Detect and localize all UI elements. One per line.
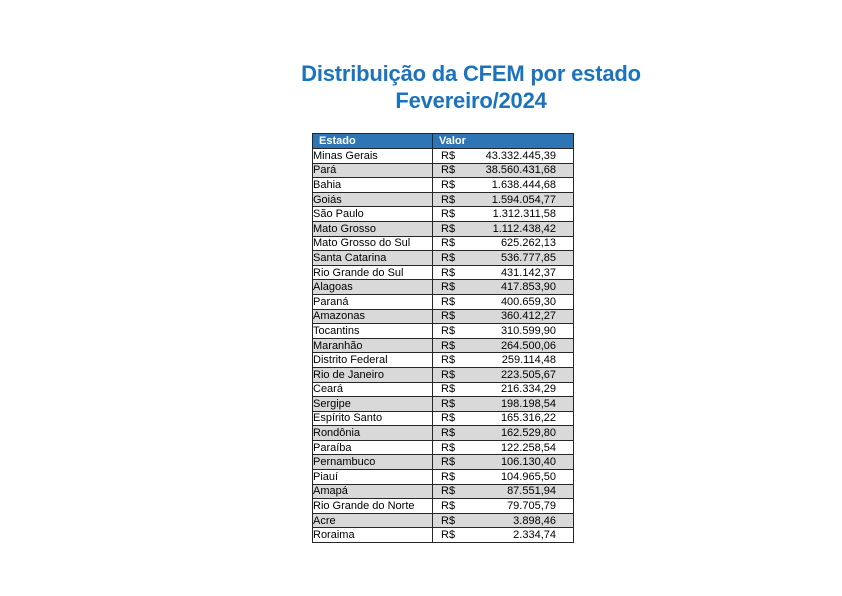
table-row (313, 251, 574, 266)
valor-amount: 536.777,85 (500, 251, 556, 264)
valor-amount: 3.898,46 (513, 514, 556, 527)
estado-cell: Paraná (313, 294, 433, 309)
valor-amount: 431.142,37 (500, 266, 556, 279)
valor-amount: 1.594.054,77 (491, 193, 556, 206)
currency-symbol: R$ (441, 354, 456, 367)
valor-amount: 400.659,30 (500, 295, 556, 308)
valor-amount: 122.258,54 (500, 441, 556, 454)
table-row (313, 309, 574, 324)
estado-cell: Goiás (313, 192, 433, 207)
valor-inner (433, 252, 573, 264)
valor-amount: 38.560.431,68 (485, 164, 556, 177)
estado-cell: Rio de Janeiro (313, 367, 433, 382)
currency-symbol: R$ (441, 368, 456, 381)
currency-symbol: R$ (441, 441, 456, 454)
valor-cell (433, 411, 574, 426)
estado-cell: Bahia (313, 178, 433, 193)
estado-cell: Ceará (313, 382, 433, 397)
valor-inner (433, 223, 573, 235)
table-row (313, 324, 574, 339)
currency-symbol: R$ (441, 208, 456, 221)
table-row (313, 513, 574, 528)
valor-amount: 310.599,90 (500, 324, 556, 337)
valor-inner (433, 515, 573, 527)
table-row (313, 484, 574, 499)
valor-amount: 1.112.438,42 (492, 222, 556, 235)
valor-cell (433, 440, 574, 455)
valor-inner (433, 369, 573, 381)
table-row (313, 440, 574, 455)
table-row (313, 294, 574, 309)
table-header-row (313, 134, 574, 149)
table-row (313, 149, 574, 164)
valor-cell (433, 382, 574, 397)
table-row (313, 397, 574, 412)
estado-cell: Pará (313, 163, 433, 178)
currency-symbol: R$ (441, 514, 456, 527)
estado-cell: Minas Gerais (313, 149, 433, 164)
table-row (313, 470, 574, 485)
valor-inner (433, 150, 573, 162)
estado-cell: Rio Grande do Sul (313, 265, 433, 280)
estado-cell: Amapá (313, 484, 433, 499)
table-row (313, 221, 574, 236)
currency-symbol: R$ (441, 427, 456, 440)
valor-cell (433, 513, 574, 528)
currency-symbol: R$ (441, 149, 456, 162)
valor-cell (433, 324, 574, 339)
valor-cell (433, 236, 574, 251)
currency-symbol: R$ (441, 485, 456, 498)
table-row (313, 280, 574, 295)
valor-inner (433, 310, 573, 322)
valor-inner (433, 471, 573, 483)
valor-cell (433, 207, 574, 222)
cfem-table (312, 133, 574, 543)
valor-amount: 1.312.311,58 (492, 208, 556, 221)
estado-cell: Rondônia (313, 426, 433, 441)
valor-amount: 2.334,74 (513, 529, 556, 542)
report-title-line1: Distribuição da CFEM por estado (301, 61, 641, 86)
report-title-line2: Fevereiro/2024 (395, 88, 547, 113)
valor-amount: 360.412,27 (500, 310, 556, 323)
estado-cell: Paraíba (313, 440, 433, 455)
valor-inner (433, 354, 573, 366)
valor-amount: 216.334,29 (500, 383, 556, 396)
valor-amount: 165.316,22 (500, 412, 556, 425)
valor-amount: 264.500,06 (500, 339, 556, 352)
report-title (230, 60, 712, 114)
valor-amount: 223.505,67 (500, 368, 556, 381)
valor-amount: 417.853,90 (500, 281, 556, 294)
valor-inner (433, 296, 573, 308)
estado-column-header: Estado (313, 134, 433, 149)
estado-cell: Rio Grande do Norte (313, 499, 433, 514)
valor-amount: 198.198,54 (500, 397, 556, 410)
currency-symbol: R$ (441, 500, 456, 513)
valor-cell (433, 484, 574, 499)
currency-symbol: R$ (441, 383, 456, 396)
valor-cell (433, 338, 574, 353)
estado-cell: Espírito Santo (313, 411, 433, 426)
currency-symbol: R$ (441, 222, 456, 235)
estado-cell: Tocantins (313, 324, 433, 339)
valor-amount: 79.705,79 (507, 500, 556, 513)
estado-cell: Pernambuco (313, 455, 433, 470)
valor-inner (433, 398, 573, 410)
valor-inner (433, 237, 573, 249)
valor-inner (433, 456, 573, 468)
valor-inner (433, 325, 573, 337)
valor-column-header: Valor (433, 134, 574, 149)
estado-cell: Mato Grosso (313, 221, 433, 236)
valor-inner (433, 442, 573, 454)
table-row (313, 499, 574, 514)
valor-cell (433, 470, 574, 485)
valor-cell (433, 397, 574, 412)
table-row (313, 207, 574, 222)
estado-cell: Acre (313, 513, 433, 528)
valor-cell (433, 251, 574, 266)
valor-cell (433, 367, 574, 382)
valor-inner (433, 383, 573, 395)
table-row (313, 382, 574, 397)
valor-inner (433, 485, 573, 497)
valor-cell (433, 528, 574, 543)
valor-cell (433, 178, 574, 193)
table-row (313, 265, 574, 280)
table-row (313, 411, 574, 426)
table-row (313, 192, 574, 207)
valor-amount: 625.262,13 (500, 237, 556, 250)
valor-inner (433, 208, 573, 220)
currency-symbol: R$ (441, 339, 456, 352)
valor-inner (433, 529, 573, 541)
valor-amount: 43.332.445,39 (485, 149, 556, 162)
currency-symbol: R$ (441, 237, 456, 250)
valor-inner (433, 179, 573, 191)
valor-inner (433, 194, 573, 206)
estado-cell: São Paulo (313, 207, 433, 222)
currency-symbol: R$ (441, 178, 456, 191)
table-body (313, 149, 574, 543)
estado-cell: Sergipe (313, 397, 433, 412)
valor-cell (433, 221, 574, 236)
valor-amount: 259.114,48 (501, 354, 556, 367)
currency-symbol: R$ (441, 324, 456, 337)
table-row (313, 163, 574, 178)
valor-cell (433, 455, 574, 470)
table-row (313, 353, 574, 368)
valor-inner (433, 164, 573, 176)
currency-symbol: R$ (441, 266, 456, 279)
currency-symbol: R$ (441, 295, 456, 308)
currency-symbol: R$ (441, 164, 456, 177)
currency-symbol: R$ (441, 470, 456, 483)
table-row (313, 426, 574, 441)
estado-cell: Roraima (313, 528, 433, 543)
table-row (313, 455, 574, 470)
valor-cell (433, 192, 574, 207)
valor-inner (433, 412, 573, 424)
table-row (313, 367, 574, 382)
valor-cell (433, 426, 574, 441)
estado-cell: Piauí (313, 470, 433, 485)
valor-cell (433, 294, 574, 309)
currency-symbol: R$ (441, 281, 456, 294)
currency-symbol: R$ (441, 412, 456, 425)
valor-cell (433, 265, 574, 280)
table-row (313, 236, 574, 251)
valor-amount: 87.551,94 (507, 485, 556, 498)
valor-amount: 106.130,40 (500, 456, 556, 469)
currency-symbol: R$ (441, 193, 456, 206)
valor-amount: 162.529,80 (500, 427, 556, 440)
currency-symbol: R$ (441, 456, 456, 469)
currency-symbol: R$ (441, 529, 456, 542)
valor-inner (433, 500, 573, 512)
estado-cell: Distrito Federal (313, 353, 433, 368)
estado-cell: Maranhão (313, 338, 433, 353)
valor-cell (433, 353, 574, 368)
valor-cell (433, 163, 574, 178)
valor-cell (433, 280, 574, 295)
currency-symbol: R$ (441, 251, 456, 264)
estado-cell: Alagoas (313, 280, 433, 295)
valor-amount: 1.638.444,68 (491, 178, 556, 191)
table-row (313, 338, 574, 353)
valor-cell (433, 499, 574, 514)
valor-inner (433, 281, 573, 293)
valor-cell (433, 149, 574, 164)
valor-inner (433, 340, 573, 352)
currency-symbol: R$ (441, 310, 456, 323)
table-row (313, 178, 574, 193)
valor-inner (433, 427, 573, 439)
valor-amount: 104.965,50 (500, 470, 556, 483)
currency-symbol: R$ (441, 397, 456, 410)
estado-cell: Mato Grosso do Sul (313, 236, 433, 251)
valor-inner (433, 267, 573, 279)
estado-cell: Santa Catarina (313, 251, 433, 266)
estado-cell: Amazonas (313, 309, 433, 324)
valor-cell (433, 309, 574, 324)
table-row (313, 528, 574, 543)
